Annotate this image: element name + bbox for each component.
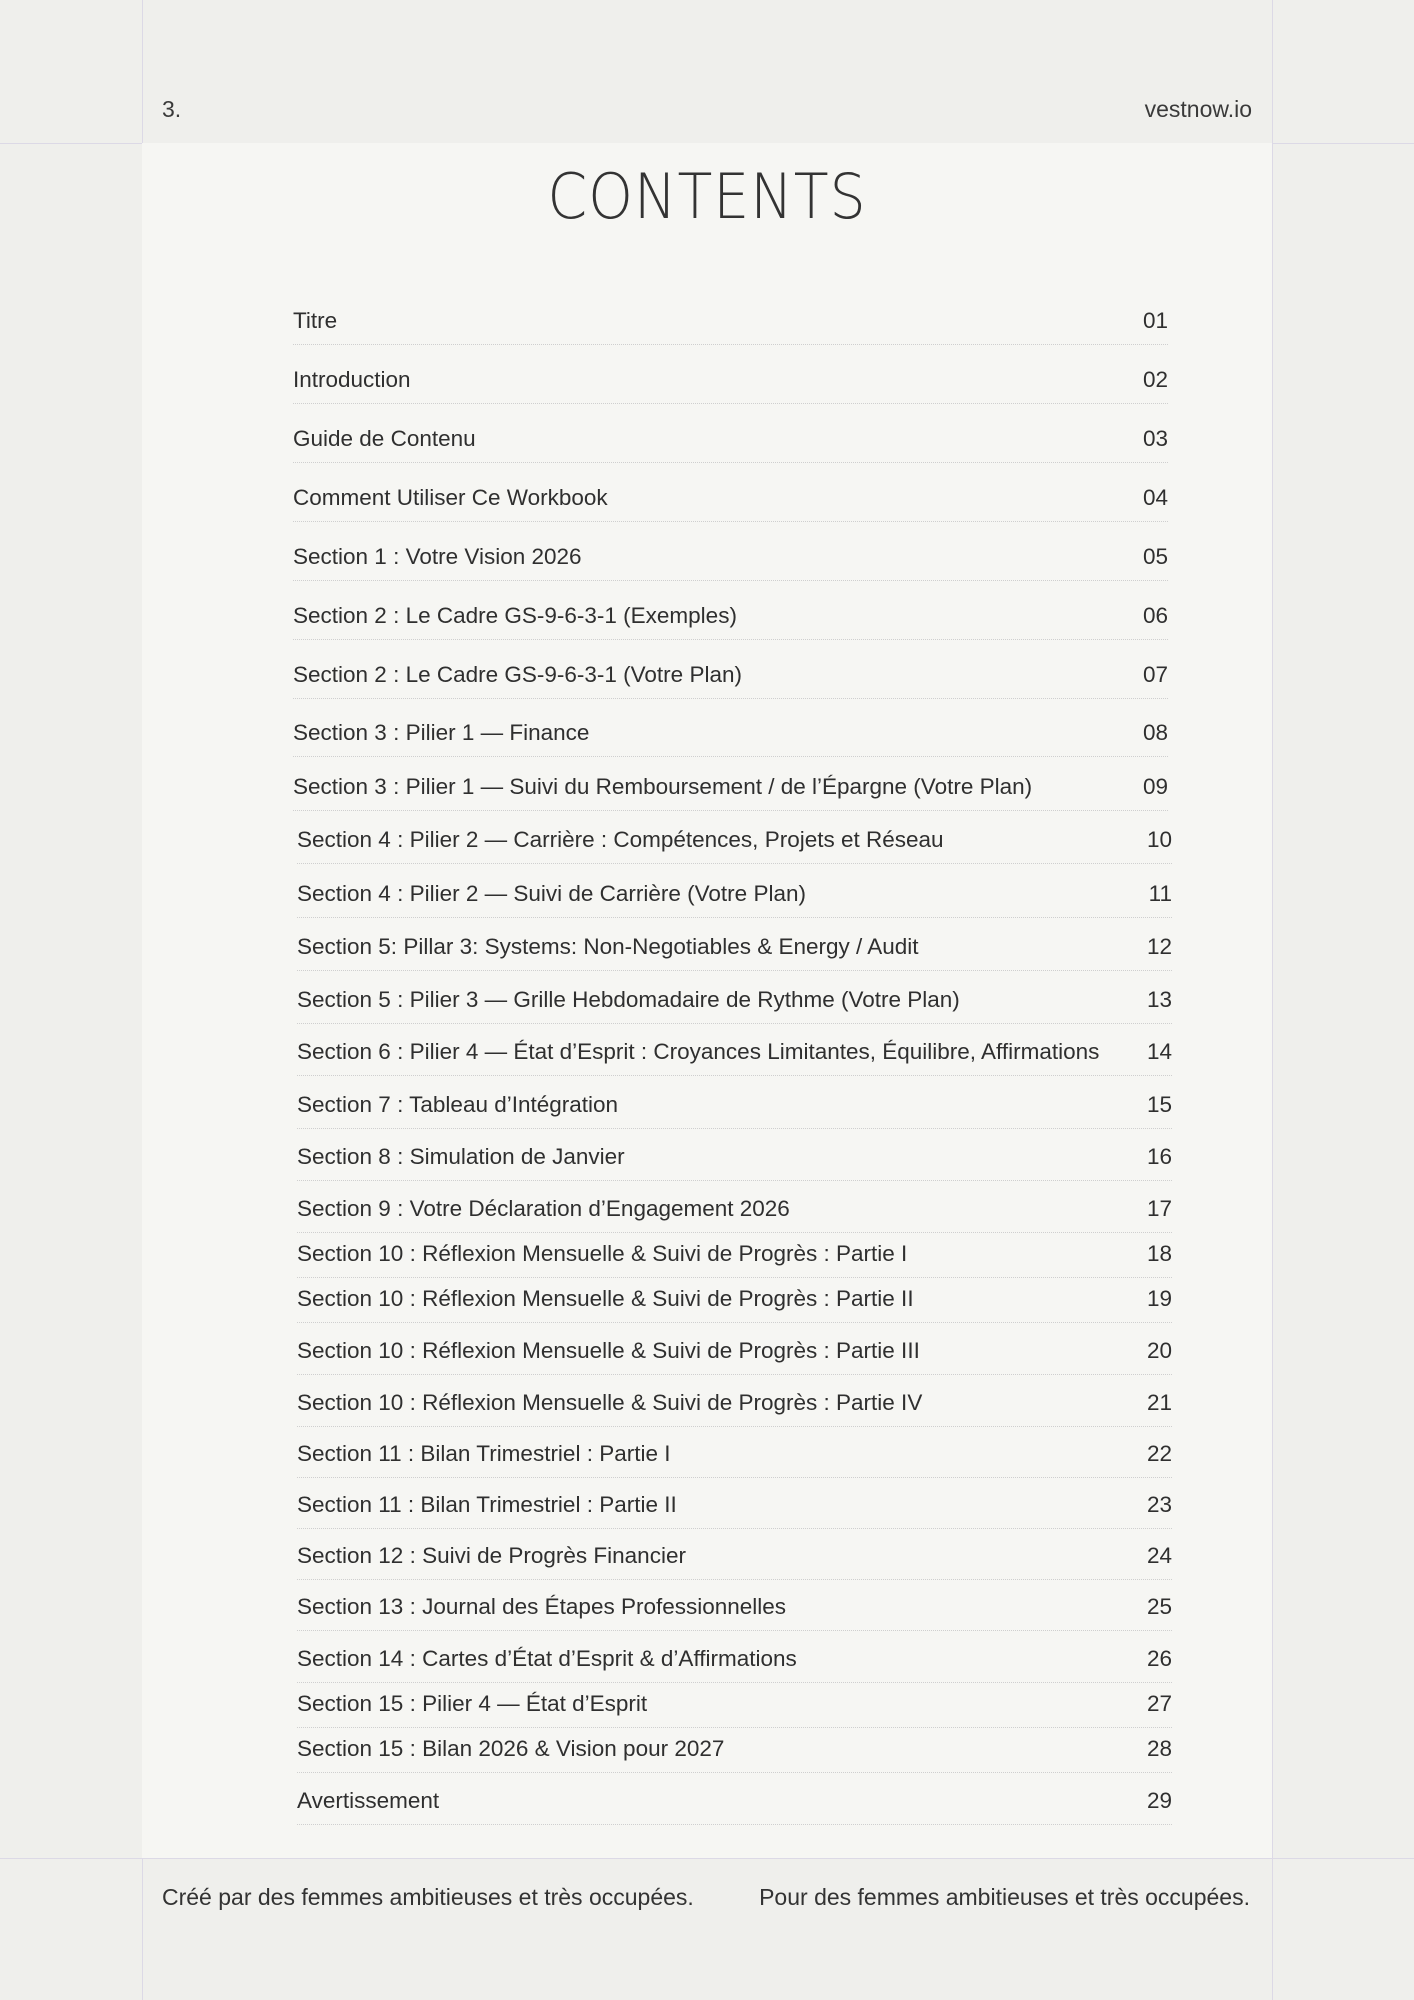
toc-entry-label: Section 8 : Simulation de Janvier	[297, 1144, 625, 1169]
toc-entry-label: Section 14 : Cartes d’État d’Esprit & d’Affirmations	[297, 1646, 797, 1671]
toc-entry-label: Section 10 : Réflexion Mensuelle & Suivi de Progrès : Partie II	[297, 1286, 914, 1311]
toc-entry-page: 03	[1142, 426, 1168, 451]
toc-entry-label: Section 1 : Votre Vision 2026	[293, 544, 582, 569]
guide-line-right	[1272, 0, 1273, 2000]
toc-entry-label: Section 12 : Suivi de Progrès Financier	[297, 1543, 686, 1568]
toc-entry-page: 11	[1148, 881, 1172, 906]
toc-entry-label: Section 4 : Pilier 2 — Carrière : Compétences, Projets et Réseau	[297, 827, 944, 852]
toc-entry-label: Introduction	[293, 367, 411, 392]
toc-entry-label: Section 7 : Tableau d’Intégration	[297, 1092, 619, 1117]
toc-row[interactable]	[293, 757, 1168, 811]
toc-row[interactable]	[293, 300, 1168, 345]
toc-entry-page: 23	[1146, 1492, 1172, 1517]
toc-entry-label: Section 11 : Bilan Trimestriel : Partie II	[297, 1492, 677, 1517]
toc-entry-page: 13	[1146, 987, 1172, 1012]
toc-row[interactable]	[297, 1478, 1172, 1529]
page-title: CONTENTS	[547, 160, 867, 233]
page-number: 3.	[162, 96, 182, 122]
toc-entry-label: Comment Utiliser Ce Workbook	[293, 485, 608, 510]
toc-entry-label: Section 13 : Journal des Étapes Professionnelles	[297, 1594, 787, 1619]
toc-row[interactable]	[297, 1529, 1172, 1580]
toc-row[interactable]	[297, 1233, 1172, 1278]
toc-entry-page: 08	[1142, 720, 1168, 745]
toc-entry-page: 10	[1146, 827, 1172, 852]
toc-entry-page: 06	[1142, 603, 1168, 628]
toc-row[interactable]	[297, 1181, 1172, 1233]
toc-row[interactable]	[297, 971, 1172, 1024]
toc-entry-label: Section 3 : Pilier 1 — Finance	[293, 720, 590, 745]
toc-entry-page: 18	[1146, 1241, 1172, 1266]
toc-row[interactable]	[297, 1375, 1172, 1427]
toc-row[interactable]	[297, 1076, 1172, 1129]
toc-row[interactable]	[297, 1129, 1172, 1181]
toc-row[interactable]	[297, 1278, 1172, 1323]
toc-entry-label: Section 15 : Bilan 2026 & Vision pour 2027	[297, 1736, 725, 1761]
toc-entry-page: 01	[1142, 308, 1168, 333]
toc-entry-page: 20	[1146, 1338, 1172, 1363]
toc-entry-label: Guide de Contenu	[293, 426, 476, 451]
toc-row[interactable]	[297, 1024, 1172, 1076]
toc-entry-label: Section 15 : Pilier 4 — État d’Esprit	[297, 1691, 648, 1716]
toc-row[interactable]	[293, 522, 1168, 581]
toc-row[interactable]	[297, 1580, 1172, 1631]
toc-entry-label: Avertissement	[297, 1788, 440, 1813]
toc-row[interactable]	[293, 463, 1168, 522]
toc-entry-page: 22	[1146, 1441, 1172, 1466]
toc-entry-page: 02	[1142, 367, 1168, 392]
toc-entry-page: 28	[1146, 1736, 1172, 1761]
toc-entry-page: 04	[1142, 485, 1168, 510]
site-url: vestnow.io	[1144, 96, 1252, 122]
guide-line-bottom	[0, 1858, 1414, 1859]
toc-row[interactable]	[297, 1323, 1172, 1375]
toc-entry-label: Section 2 : Le Cadre GS-9-6-3-1 (Votre Plan)	[293, 662, 742, 687]
toc-entry-page: 25	[1146, 1594, 1172, 1619]
toc-entry-label: Section 10 : Réflexion Mensuelle & Suivi de Progrès : Partie I	[297, 1241, 908, 1266]
toc-entry-page: 26	[1146, 1646, 1172, 1671]
toc-row[interactable]	[293, 345, 1168, 404]
toc-entry-page: 12	[1146, 934, 1172, 959]
toc-entry-page: 27	[1146, 1691, 1172, 1716]
toc-row[interactable]	[297, 918, 1172, 971]
toc-row[interactable]	[297, 1683, 1172, 1728]
toc-entry-label: Titre	[293, 308, 338, 333]
footer-tagline-right: Pour des femmes ambitieuses et très occupées.	[759, 1884, 1250, 1910]
toc-row[interactable]	[297, 1631, 1172, 1683]
toc-entry-label: Section 10 : Réflexion Mensuelle & Suivi de Progrès : Partie IV	[297, 1390, 923, 1415]
toc-row[interactable]	[293, 640, 1168, 699]
toc-entry-page: 15	[1146, 1092, 1172, 1117]
toc-entry-page: 14	[1146, 1039, 1172, 1064]
toc-entry-page: 19	[1146, 1286, 1172, 1311]
toc-entry-page: 05	[1142, 544, 1168, 569]
toc-entry-label: Section 5 : Pilier 3 — Grille Hebdomadaire de Rythme (Votre Plan)	[297, 987, 960, 1012]
toc-row[interactable]	[297, 1773, 1172, 1825]
toc-entry-label: Section 9 : Votre Déclaration d’Engagement 2026	[297, 1196, 790, 1221]
toc-entry-label: Section 4 : Pilier 2 — Suivi de Carrière (Votre Plan)	[297, 881, 806, 906]
toc-row[interactable]	[297, 811, 1172, 864]
toc-row[interactable]	[297, 864, 1172, 918]
toc-entry-label: Section 3 : Pilier 1 — Suivi du Remboursement / de l’Épargne (Votre Plan)	[293, 774, 1033, 799]
toc-row[interactable]	[293, 699, 1168, 757]
toc-row[interactable]	[297, 1427, 1172, 1478]
toc-entry-page: 16	[1146, 1144, 1172, 1169]
toc-row[interactable]	[293, 404, 1168, 463]
toc-entry-page: 24	[1146, 1543, 1172, 1568]
toc-entry-label: Section 2 : Le Cadre GS-9-6-3-1 (Exemples)	[293, 603, 737, 628]
toc-entry-label: Section 11 : Bilan Trimestriel : Partie I	[297, 1441, 671, 1466]
toc-row[interactable]	[293, 581, 1168, 640]
footer-tagline-left: Créé par des femmes ambitieuses et très occupées.	[162, 1884, 694, 1910]
toc-entry-page: 29	[1146, 1788, 1172, 1813]
toc-row[interactable]	[297, 1728, 1172, 1773]
toc-entry-page: 07	[1142, 662, 1168, 687]
toc-entry-page: 09	[1142, 774, 1168, 799]
toc-entry-label: Section 10 : Réflexion Mensuelle & Suivi de Progrès : Partie III	[297, 1338, 920, 1363]
toc-entry-label: Section 5: Pillar 3: Systems: Non-Negotiables & Energy / Audit	[297, 934, 919, 959]
toc-entry-page: 21	[1146, 1390, 1172, 1415]
toc-entry-label: Section 6 : Pilier 4 — État d’Esprit : Croyances Limitantes, Équilibre, Affirmations	[297, 1039, 1100, 1064]
toc-entry-page: 17	[1146, 1196, 1172, 1221]
